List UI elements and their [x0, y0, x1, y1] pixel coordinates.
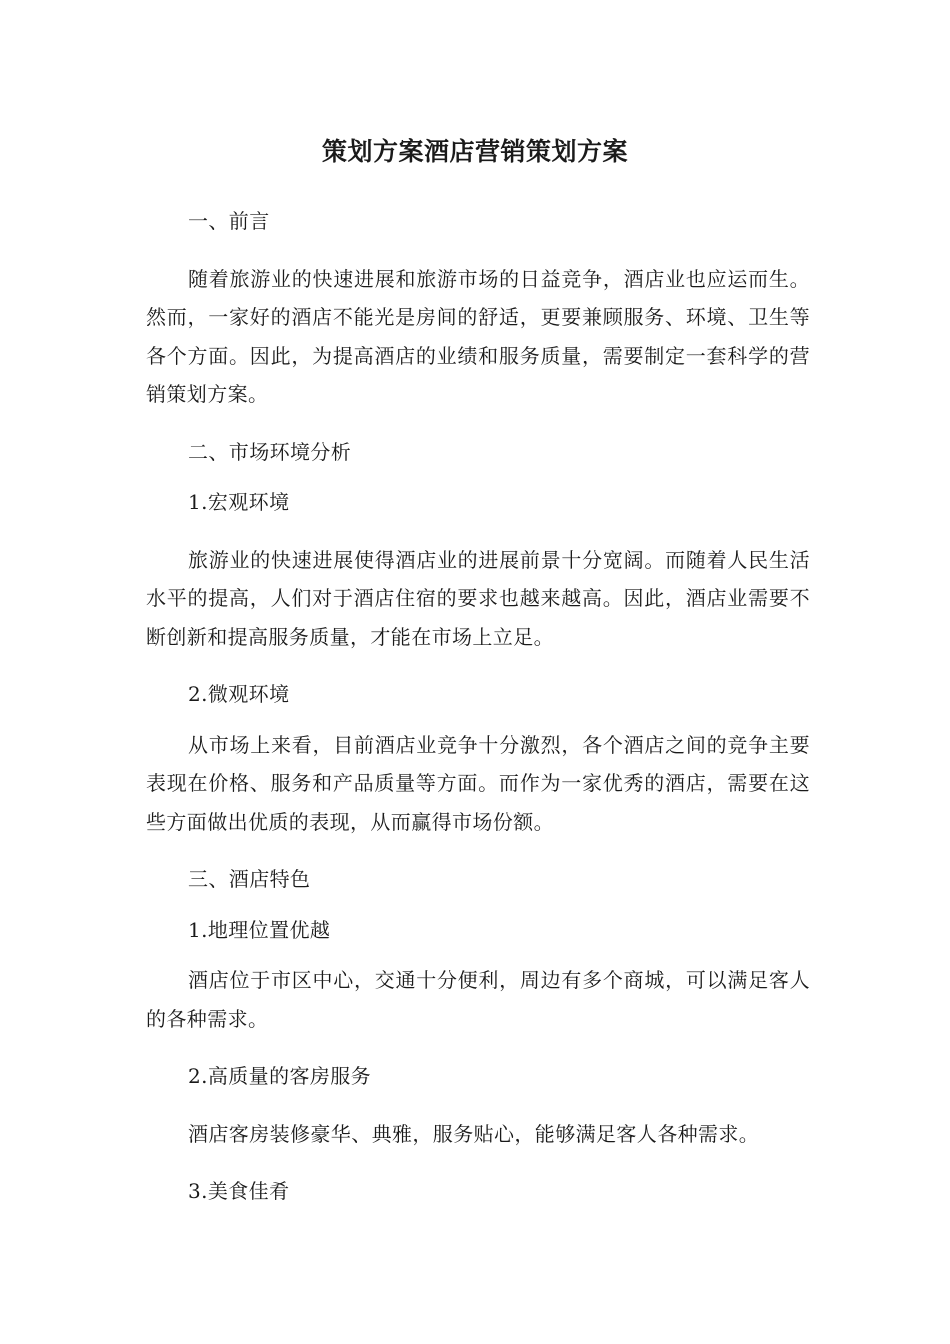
paragraph-macro-environment: 旅游业的快速进展使得酒店业的进展前景十分宽阔。而随着人民生活水平的提高，人们对于酒店住宿的要求也越来越高。因此，酒店业需要不断创新和提高服务质量，才能在市场上立足。: [146, 547, 810, 649]
paragraph-room-service: 酒店客房装修豪华、典雅，服务贴心，能够满足客人各种需求。: [188, 1121, 760, 1146]
section-heading-hotel-features: 三、酒店特色: [188, 867, 311, 891]
subheading-cuisine: 3.美食佳肴: [188, 1179, 290, 1203]
paragraph-micro-environment: 从市场上来看，目前酒店业竞争十分激烈，各个酒店之间的竞争主要表现在价格、服务和产品质量等方面。而作为一家优秀的酒店，需要在这些方面做出优质的表现，从而赢得市场份额。: [146, 732, 810, 834]
subheading-macro-environment: 1.宏观环境: [188, 490, 290, 514]
subheading-room-service: 2.高质量的客房服务: [188, 1064, 372, 1088]
document-title: 策划方案酒店营销策划方案: [321, 137, 628, 166]
subheading-location: 1.地理位置优越: [188, 917, 331, 942]
subheading-micro-environment: 2.微观环境: [188, 682, 290, 706]
paragraph-preface: 随着旅游业的快速进展和旅游市场的日益竞争，酒店业也应运而生。然而，一家好的酒店不能光是房间的舒适，更要兼顾服务、环境、卫生等各个方面。因此，为提高酒店的业绩和服务质量，需要制定一套科学的营销策划方案。: [146, 266, 810, 406]
paragraph-location: 酒店位于市区中心，交通十分便利，周边有多个商城，可以满足客人的各种需求。: [146, 968, 810, 1031]
document-body: [146, 202, 810, 1211]
section-heading-market-analysis: 二、市场环境分析: [188, 439, 352, 464]
section-heading-preface: 一、前言: [188, 209, 270, 233]
